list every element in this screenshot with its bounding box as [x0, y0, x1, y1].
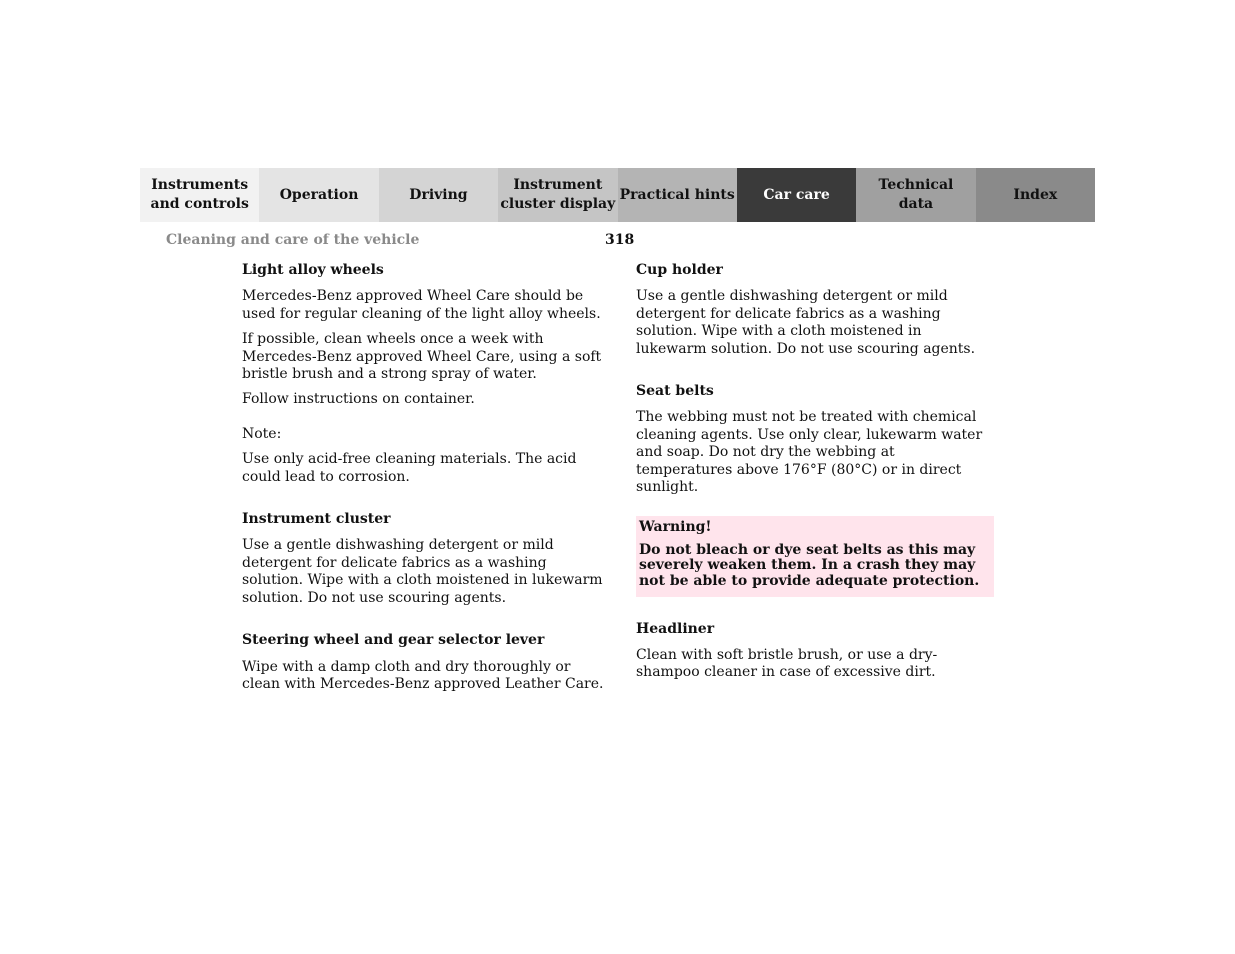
heading-light-alloy-wheels: Light alloy wheels [242, 262, 384, 278]
warning-title: Warning! [639, 519, 712, 536]
chapter-tabs [140, 168, 1095, 222]
paragraph-cluster: Use a gentle dishwashing detergent or mild detergent for delicate fabrics as a washing solution. Wipe with a cloth moistened in lukewarm solution. Do not use scouring agents. [242, 537, 603, 606]
warning-box [636, 516, 994, 596]
tab-practical-hints[interactable]: Practical hints [618, 168, 737, 222]
paragraph-wheels-3: Follow instructions on container. [242, 391, 475, 408]
heading-instrument-cluster: Instrument cluster [242, 511, 391, 528]
left-column [242, 262, 604, 701]
paragraph-wheels-1: Mercedes-Benz approved Wheel Care should be used for regular cleaning of the light alloy wheels. [242, 288, 601, 322]
paragraph-headliner: Clean with soft bristle brush, or use a dry-shampoo cleaner in case of excessive dirt. [636, 647, 938, 681]
heading-headliner: Headliner [636, 620, 715, 637]
tab-instruments-and-controls[interactable]: Instruments and controls [140, 168, 259, 222]
note-text: Use only acid-free cleaning materials. The acid could lead to corrosion. [242, 451, 577, 485]
page-number: 318 [605, 232, 635, 248]
tab-operation[interactable]: Operation [259, 168, 378, 222]
tab-index[interactable]: Index [976, 168, 1095, 222]
paragraph-cup-holder: Use a gentle dishwashing detergent or mild detergent for delicate fabrics as a washing solution. Wipe with a cloth moistened in lukewarm solution. Do not use scouring agents. [636, 288, 976, 357]
heading-seat-belts: Seat belts [636, 383, 714, 400]
tab-driving[interactable]: Driving [379, 168, 498, 222]
paragraph-seat-belts: The webbing must not be treated with chemical cleaning agents. Use only clear, lukewarm water and soap. Do not dry the webbing at temperatures above 176°F (80°C) or in direct sunlight. [636, 409, 983, 496]
warning-text: Do not bleach or dye seat belts as this may severely weaken them. In a crash they may not be able to provide adequate protection. [639, 541, 980, 590]
note-label: Note: [242, 425, 282, 442]
paragraph-wheels-2: If possible, clean wheels once a week with Mercedes-Benz approved Wheel Care, using a soft bristle brush and a strong spray of water. [242, 331, 602, 383]
tab-car-care[interactable]: Car care [737, 168, 856, 222]
heading-cup-holder: Cup holder [636, 262, 723, 278]
right-column [636, 262, 994, 690]
tab-technical-data[interactable]: Technical data [856, 168, 975, 222]
heading-steering-wheel: Steering wheel and gear selector lever [242, 632, 545, 649]
tab-instrument-cluster-display[interactable]: Instrument cluster display [498, 168, 617, 222]
paragraph-steering: Wipe with a damp cloth and dry thoroughly or clean with Mercedes-Benz approved Leather Care. [242, 658, 604, 692]
section-title: Cleaning and care of the vehicle [166, 232, 420, 248]
